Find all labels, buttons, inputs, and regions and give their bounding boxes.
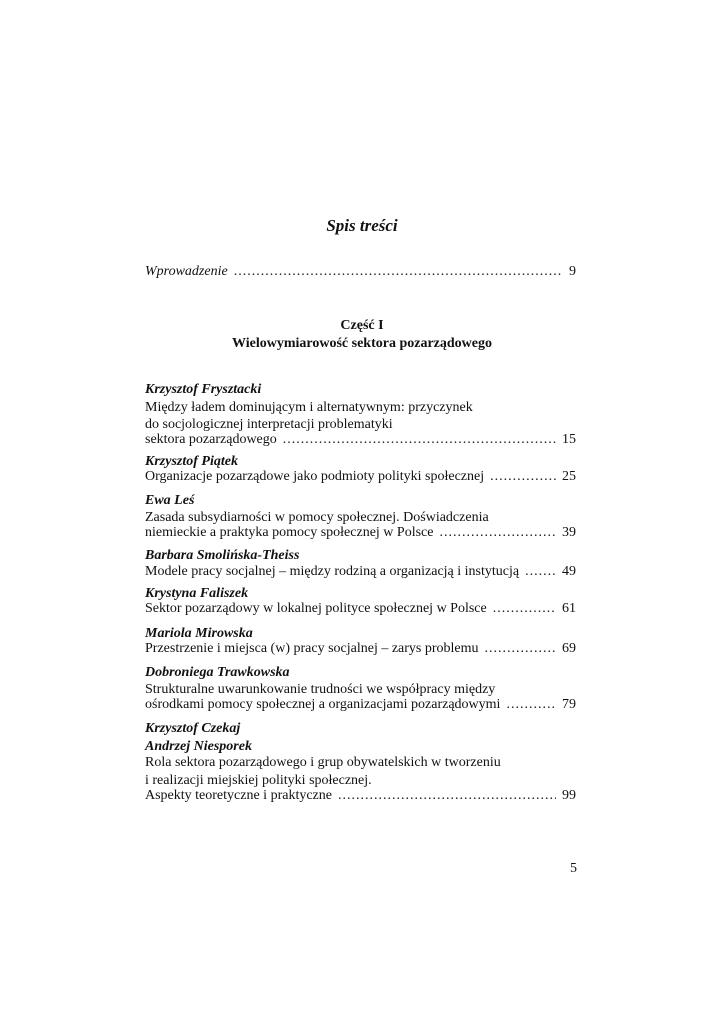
toc-page-number: 99 [562, 788, 576, 803]
entry-title-line: Przestrzenie i miejsca (w) pracy socjalnej – zarys problemu [145, 641, 479, 656]
part-subtitle: Wielowymiarowość sektora pozarządowego [232, 336, 492, 351]
entry-title-line: Zasada subsydiarności w pomocy społecznej. Doświadczenia [145, 510, 489, 525]
leader-dots [506, 695, 556, 714]
toc-entry[interactable] [145, 562, 576, 581]
page-title: Spis treści [326, 216, 398, 235]
entry-author: Krzysztof Piątek [145, 454, 238, 469]
toc-page-number: 49 [562, 564, 576, 579]
toc-page-number: 9 [569, 264, 576, 279]
entry-title-line: Strukturalne uwarunkowanie trudności we współpracy między [145, 682, 496, 697]
toc-entry[interactable] [145, 786, 576, 805]
entry-title-line: Modele pracy socjalnej – między rodziną a organizacją i instytucją [145, 564, 520, 579]
toc-entry[interactable] [145, 467, 576, 486]
entry-title-line: sektora pozarządowego [145, 432, 277, 447]
toc-page-number: 39 [562, 525, 576, 540]
entry-author: Barbara Smolińska-Theiss [145, 548, 300, 563]
toc-entry[interactable] [145, 639, 576, 658]
entry-title-line: niemieckie a praktyka pomocy społecznej w Polsce [145, 525, 434, 540]
entry-author: Mariola Mirowska [145, 626, 253, 641]
toc-entry[interactable] [145, 599, 576, 618]
leader-dots [493, 599, 556, 618]
entry-author: Krystyna Faliszek [145, 586, 249, 601]
leader-dots [283, 430, 556, 449]
toc-entry-intro[interactable] [145, 262, 576, 281]
leader-dots [490, 467, 556, 486]
footer-page-number: 5 [570, 861, 577, 876]
entry-author: Krzysztof Frysztacki [145, 382, 262, 397]
part-label: Część I [340, 318, 384, 333]
toc-page-number: 69 [562, 641, 576, 656]
entry-title-line: ośrodkami pomocy społecznej a organizacjami pozarządowymi [145, 697, 501, 712]
entry-title-line: Sektor pozarządowy w lokalnej polityce społecznej w Polsce [145, 601, 487, 616]
entry-title-line: Między ładem dominującym i alternatywnym: przyczynek [145, 400, 473, 415]
entry-title-line: Aspekty teoretyczne i praktyczne [145, 788, 332, 803]
leader-dots [338, 786, 556, 805]
toc-entry[interactable] [145, 523, 576, 542]
entry-author: Ewa Leś [145, 493, 195, 508]
leader-dots [525, 562, 556, 581]
toc-page-number: 15 [562, 432, 576, 447]
entry-author: Krzysztof Czekaj [145, 721, 241, 736]
entry-title-line: Organizacje pozarządowe jako podmioty polityki społecznej [145, 469, 485, 484]
entry-author: Dobroniega Trawkowska [145, 665, 290, 680]
toc-entry-label: Wprowadzenie [145, 264, 228, 279]
toc-page-number: 61 [562, 601, 576, 616]
toc-entry[interactable] [145, 695, 576, 714]
entry-title-line: Rola sektora pozarządowego i grup obywatelskich w tworzeniu [145, 755, 501, 770]
leader-dots [234, 262, 563, 281]
toc-page-number: 25 [562, 469, 576, 484]
entry-title-line: i realizacji miejskiej polityki społecznej. [145, 773, 372, 788]
entry-author: Andrzej Niesporek [145, 739, 252, 754]
leader-dots [439, 523, 556, 542]
entry-title-line: do socjologicznej interpretacji problematyki [145, 417, 393, 432]
toc-entry[interactable] [145, 430, 576, 449]
toc-page-number: 79 [562, 697, 576, 712]
leader-dots [485, 639, 556, 658]
